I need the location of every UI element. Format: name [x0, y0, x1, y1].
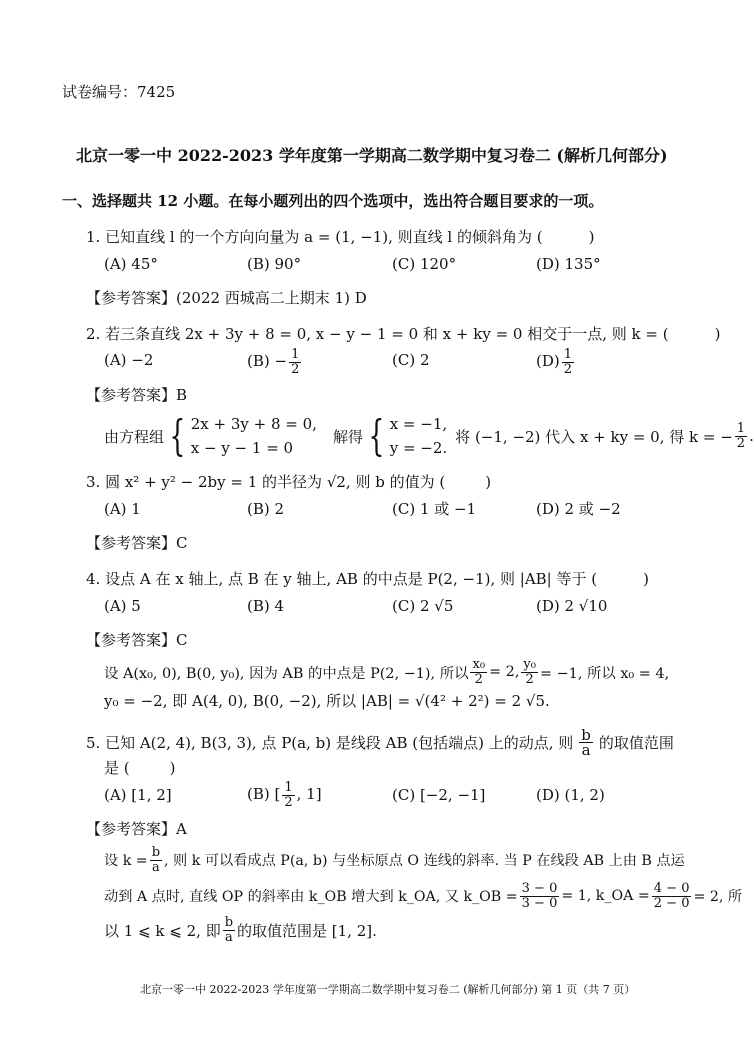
- q3-option-a: (A) 1: [104, 500, 141, 518]
- q4-answer: [86, 629, 188, 650]
- q1-answer-text: (2022 西城高二上期末 1) D: [176, 289, 367, 307]
- q2-optd-den: 2: [563, 361, 573, 377]
- q5-option-d: (D) (1, 2): [536, 786, 605, 804]
- q3-option-d: (D) 2 或 −2: [536, 500, 621, 518]
- answer-label: 【参考答案】: [86, 386, 177, 404]
- q5-answer: [86, 818, 187, 839]
- q1-option-c: (C) 120°: [392, 255, 457, 273]
- q5-option-c: (C) [−2, −1]: [392, 786, 486, 804]
- q2-option-a: (A) −2: [104, 351, 154, 369]
- q5-stem-a: 5. 已知 A(2, 4), B(3, 3), 点 P(a, b) 是线段 AB (包括端点) 上的动点, 则: [86, 733, 574, 752]
- question-1-stem: [86, 227, 594, 247]
- q2-system-2: [390, 412, 447, 460]
- q1-stem-text: 1. 已知直线 l 的一个方向向量为 a = (1, −1), 则直线 l 的倾斜角为 (: [86, 228, 543, 246]
- question-2-stem: [86, 324, 720, 344]
- q4-frac-y0-num: y₀: [523, 656, 536, 672]
- q5-f2-den: 2 − 0: [653, 895, 690, 911]
- q5-sol2-a: 动到 A 点时, 直线 OP 的斜率由 k_OB 增大到 k_OA, 又 k_OB =: [104, 889, 518, 905]
- q3-option-b: (B) 2: [247, 500, 285, 518]
- q5-close: ): [169, 759, 176, 777]
- q2-sys2-line1: x = −1,: [389, 415, 448, 433]
- q5-stem-fraction: [579, 725, 593, 759]
- question-4-stem: [86, 569, 649, 589]
- q2-close: ): [714, 325, 721, 343]
- q3-option-c: (C) 1 或 −1: [392, 500, 477, 518]
- q5-sol1-den: a: [151, 859, 160, 875]
- q2-option-b: [247, 344, 303, 378]
- q5-sol2-frac1: [520, 882, 560, 911]
- q5-sol1-num: b: [151, 844, 161, 860]
- q2-sol-mid: 解得: [332, 427, 363, 446]
- answer-label: 【参考答案】: [86, 820, 177, 838]
- q2-optd-prefix: (D): [536, 352, 560, 370]
- q5-sol3-a: 以 1 ⩽ k ⩽ 2, 即: [104, 921, 221, 940]
- q4-option-c: (C) 2 √5: [392, 597, 454, 615]
- q2-sol-fraction: [735, 422, 747, 451]
- q4-frac-x0: [470, 658, 487, 687]
- q2-option-c: (C) 2: [392, 351, 430, 369]
- q5-f2-num: 4 − 0: [653, 880, 690, 896]
- q2-option-d: [536, 344, 576, 378]
- q4-stem-text: 4. 设点 A 在 x 轴上, 点 B 在 y 轴上, AB 的中点是 P(2, −1), 则 |AB| 等于 (: [86, 570, 598, 588]
- q5-optb-num: 1: [284, 779, 293, 795]
- page-footer: 北京一零一中 2022-2023 学年度第一学期高二数学期中复习卷二 (解析几何部分) 第 1 页（共 7 页）: [140, 983, 636, 996]
- q2-optb-prefix: (B) −: [247, 352, 288, 370]
- q3-close: ): [485, 473, 492, 491]
- q5-sol3-den: a: [224, 929, 233, 945]
- exam-serial: 试卷编号：7425: [62, 83, 176, 101]
- q4-eq2: = −1, 所以 x₀ = 4,: [539, 665, 670, 682]
- q5-sol1-a: 设 k =: [104, 853, 148, 869]
- q1-answer: [86, 287, 367, 308]
- left-brace-icon: {: [368, 411, 385, 460]
- q2-sys2-line2: y = −2.: [389, 439, 448, 457]
- question-5-stem: [86, 724, 674, 760]
- q3-answer-text: C: [176, 534, 188, 552]
- q5-option-b: [247, 777, 322, 811]
- question-3-stem: [86, 472, 491, 492]
- q5-sol1-fraction: [150, 846, 162, 875]
- q5-optb-den: 2: [284, 794, 293, 810]
- q4-frac-y0-den: 2: [525, 671, 534, 687]
- q5-answer-text: A: [176, 820, 187, 838]
- q1-close: ): [588, 228, 595, 246]
- q5-optb-prefix: (B) [: [247, 785, 281, 803]
- q2-sys1-line2: x − y − 1 = 0: [190, 439, 294, 457]
- q2-answer-text: B: [176, 386, 188, 404]
- q5-option-a: (A) [1, 2]: [104, 786, 172, 804]
- q4-solution-line-2: y₀ = −2, 即 A(4, 0), B(0, −2), 所以 |AB| = √(4² + 2²) = 2 √5.: [104, 692, 550, 710]
- q5-stem-den: a: [581, 740, 591, 759]
- q5-stem-b: 的取值范围: [598, 733, 674, 752]
- q5-solution-line-2: [104, 878, 742, 914]
- q2-sys1-line1: 2x + 3y + 8 = 0,: [190, 415, 317, 433]
- q2-sol-suffix: 将 (−1, −2) 代入 x + ky = 0, 得 k = −: [455, 427, 733, 446]
- q5-f1-den: 3 − 0: [521, 895, 558, 911]
- q5-stem-line-2: [104, 758, 175, 778]
- q4-close: ): [643, 570, 649, 588]
- q2-sol-den: 2: [736, 435, 746, 451]
- q3-stem-text: 3. 圆 x² + y² − 2by = 1 的半径为 √2, 则 b 的值为 (: [86, 473, 446, 491]
- q5-stem-num: b: [581, 725, 591, 744]
- q2-optb-fraction: [289, 348, 301, 377]
- q5-optb-suffix: , 1]: [296, 785, 322, 803]
- q2-answer: [86, 384, 187, 405]
- q5-solution-line-1: [104, 842, 685, 878]
- q5-sol1-b: , 则 k 可以看成点 P(a, b) 与坐标原点 O 连线的斜率. 当 P 在线段 AB 上由 B 点运: [164, 853, 685, 869]
- q5-sol3-fraction: [223, 916, 235, 945]
- q2-sol-end: .: [749, 427, 754, 445]
- answer-label: 【参考答案】: [86, 289, 177, 307]
- q5-sol2-c: = 2, 所: [693, 889, 743, 905]
- q5-sol3-b: 的取值范围是 [1, 2].: [237, 921, 377, 940]
- answer-label: 【参考答案】: [86, 631, 177, 649]
- q1-option-b: (B) 90°: [247, 255, 302, 273]
- q2-stem-text: 2. 若三条直线 2x + 3y + 8 = 0, x − y − 1 = 0 和 x + ky = 0 相交于一点, 则 k = (: [86, 325, 669, 343]
- q4-frac-x0-den: 2: [474, 671, 483, 687]
- q2-solution: [104, 408, 754, 464]
- q4-option-d: (D) 2 √10: [536, 597, 608, 615]
- q4-solution-line-1: [104, 654, 669, 690]
- q4-option-a: (A) 5: [104, 597, 141, 615]
- q4-sol-a: 设 A(x₀, 0), B(0, y₀), 因为 AB 的中点是 P(2, −1), 所以: [104, 665, 469, 682]
- q4-frac-x0-num: x₀: [472, 656, 486, 672]
- page-title: 北京一零一中 2022-2023 学年度第一学期高二数学期中复习卷二 (解析几何部分): [76, 146, 668, 165]
- q4-option-b: (B) 4: [247, 597, 285, 615]
- q5-sol3-num: b: [224, 914, 234, 930]
- section-heading: 一、选择题共 12 小题。在每小题列出的四个选项中，选出符合题目要求的一项。: [62, 192, 604, 210]
- q4-frac-y0: [521, 658, 538, 687]
- q1-option-a: (A) 45°: [104, 255, 158, 273]
- q2-sol-prefix: 由方程组: [104, 427, 165, 446]
- q5-f1-num: 3 − 0: [521, 880, 558, 896]
- q5-solution-line-3: [104, 912, 377, 948]
- q2-optb-den: 2: [291, 361, 300, 377]
- q2-sol-num: 1: [736, 420, 746, 436]
- q5-sol2-frac2: [652, 882, 692, 911]
- q2-system-1: [191, 412, 317, 460]
- q4-answer-text: C: [176, 631, 188, 649]
- q2-optb-num: 1: [291, 346, 300, 362]
- answer-label: 【参考答案】: [86, 534, 177, 552]
- q5-optb-fraction: [282, 781, 294, 810]
- left-brace-icon: {: [169, 411, 186, 460]
- q3-answer: [86, 532, 188, 553]
- q1-option-d: (D) 135°: [536, 255, 601, 273]
- q2-optd-fraction: [562, 348, 574, 377]
- q2-optd-num: 1: [563, 346, 573, 362]
- q5-stem-line2-text: 是 (: [104, 759, 130, 777]
- q4-eq1: = 2,: [489, 664, 520, 680]
- q5-sol2-b: = 1, k_OA =: [561, 888, 650, 904]
